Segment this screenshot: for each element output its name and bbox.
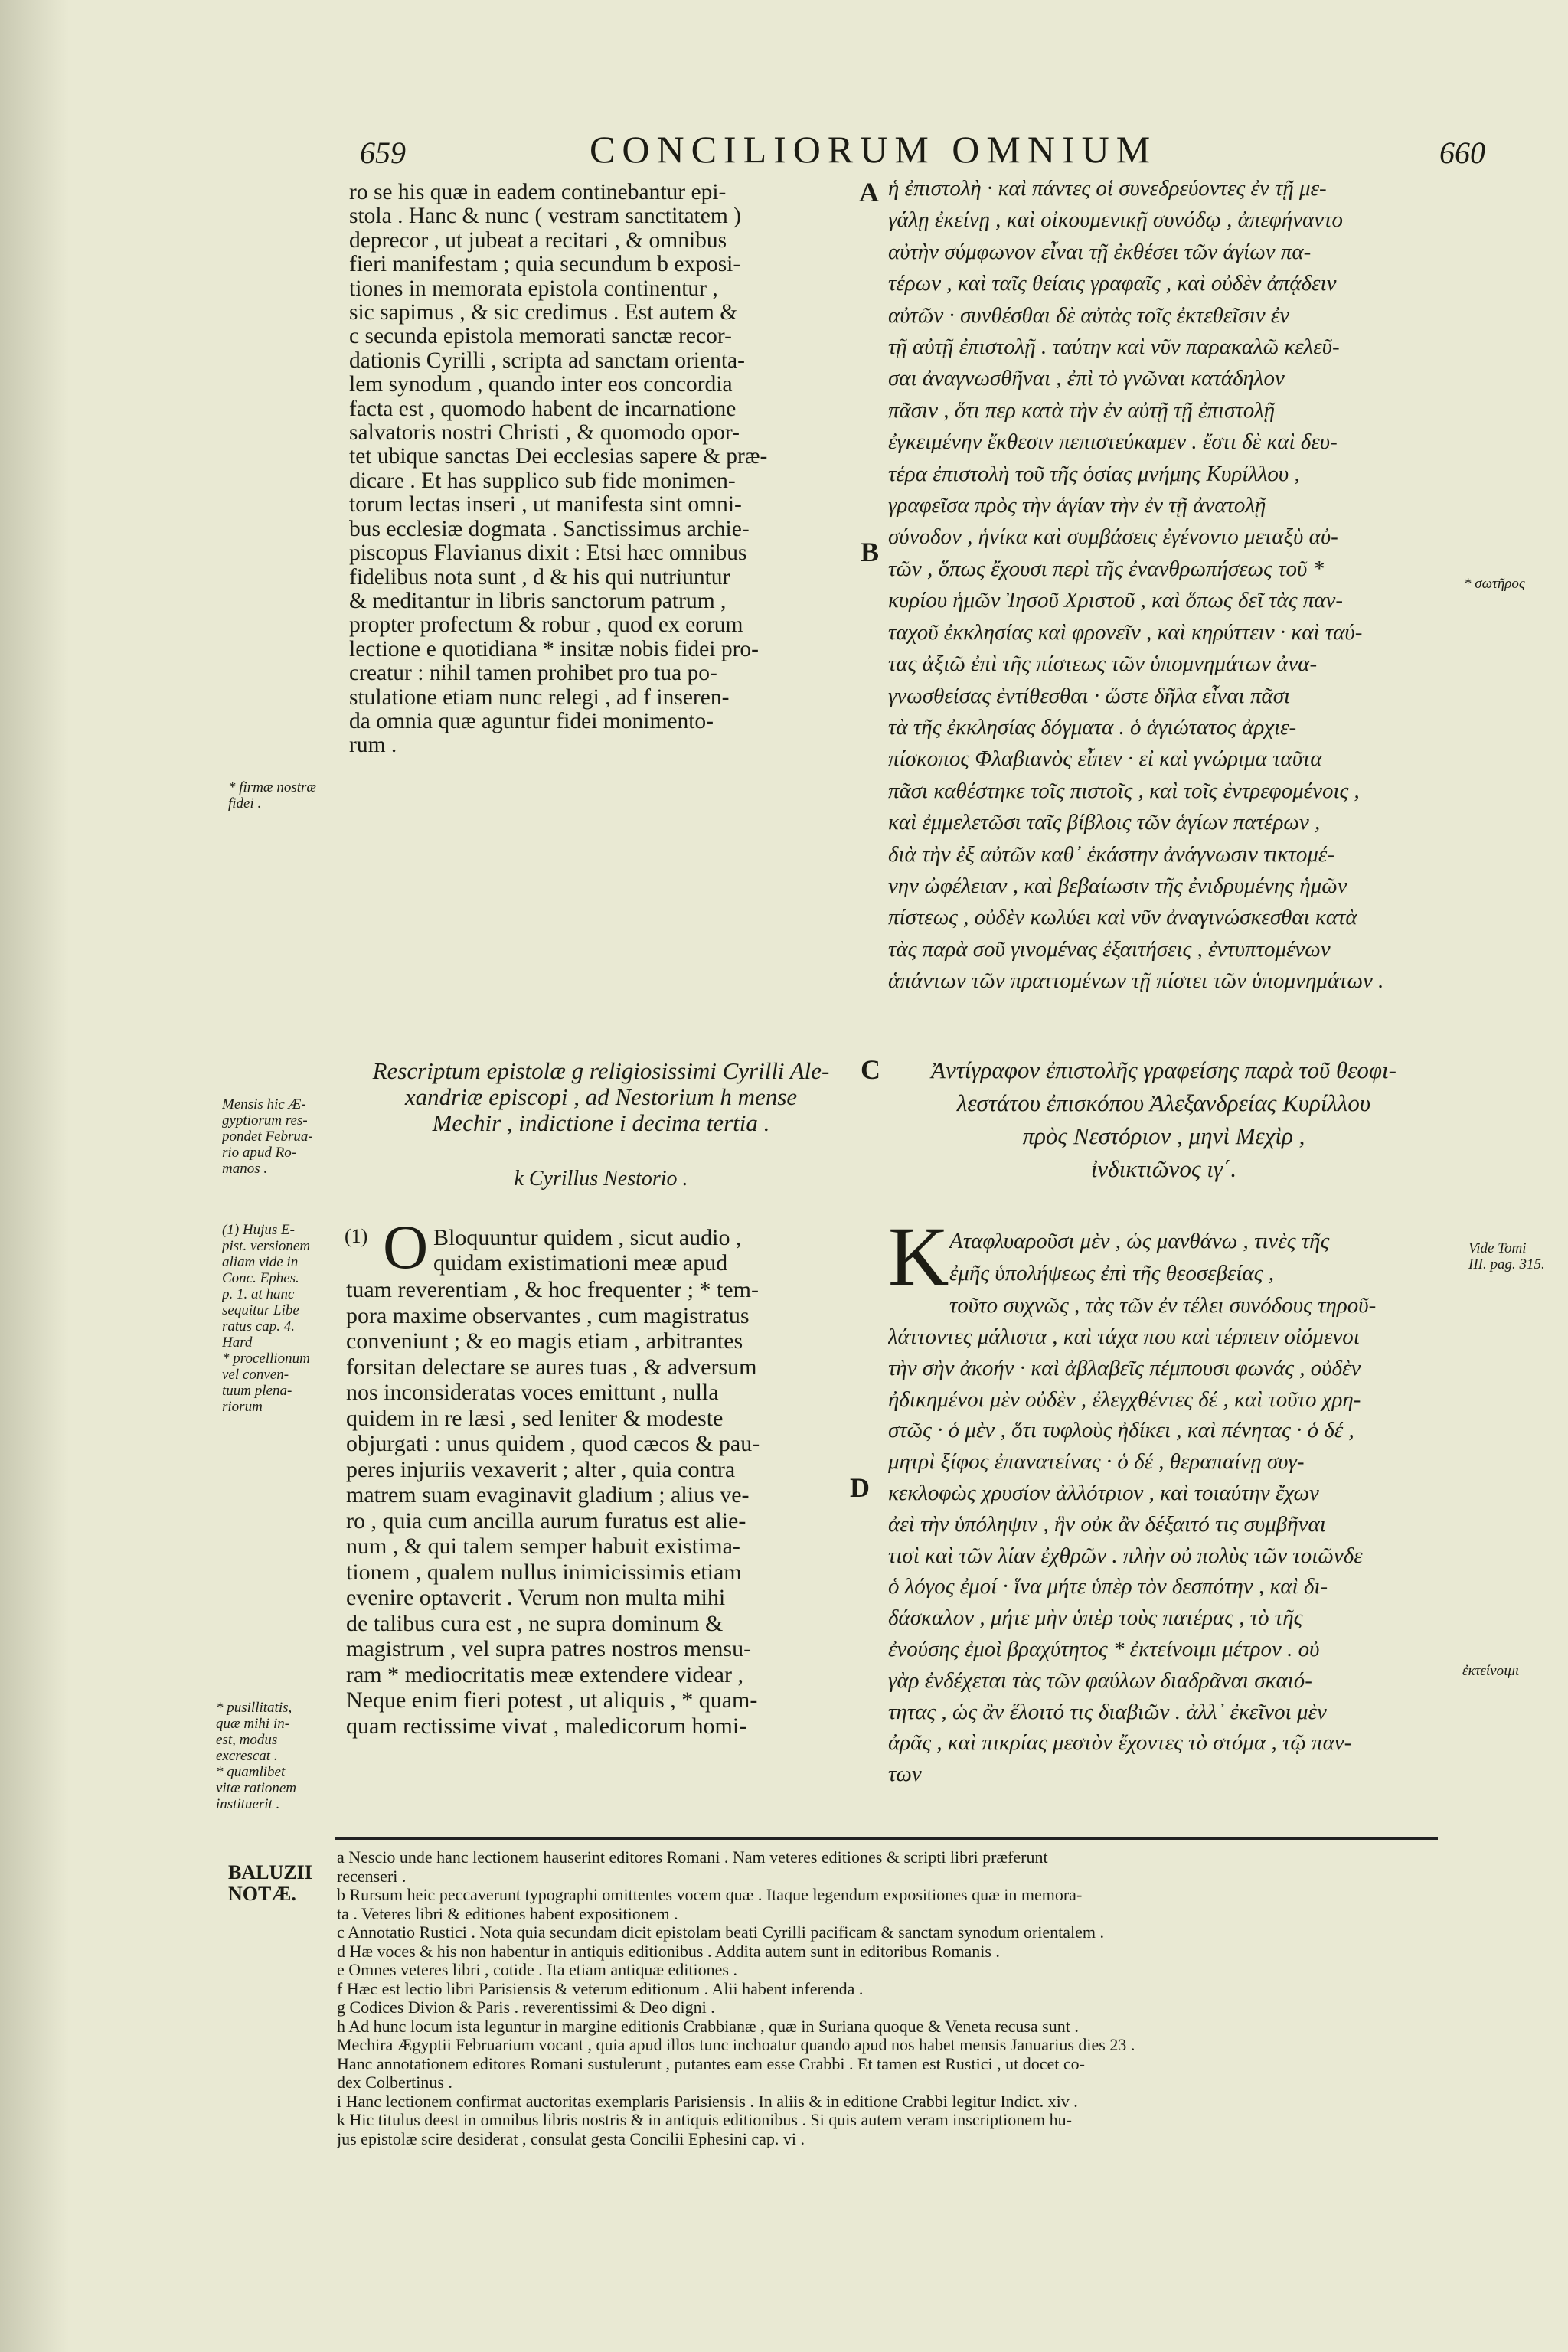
- greek-text-line: κυρίου ἡμῶν Ἰησοῦ Χριστοῦ , καὶ ὅπως δεῖ τὰς παν-: [888, 588, 1344, 613]
- latin-text-line: fieri manifestam ; quia secundum b exposi-: [349, 253, 741, 277]
- greek-text-line: γάλῃ ἐκείνῃ , καὶ οἰκουμενικῇ συνόδῳ , ἀπεφήναντο: [888, 207, 1344, 233]
- latin-text-line: lectione e quotidiana * insitæ nobis fidei pro-: [349, 637, 759, 662]
- margin-note-hujus: [222, 1222, 337, 1415]
- greek-text-line: τοῦτο συχνῶς , τὰς τῶν ἐν τέλει συνόδους τηροῦ-: [949, 1293, 1377, 1318]
- page-number-right: 660: [1439, 136, 1485, 170]
- latin-text-line: fidelibus nota sunt , d & his qui nutriuntur: [349, 565, 730, 590]
- note-line: h Ad hunc locum ista leguntur in margine editionis Crabbianæ , quæ in Suriana quoque & Veneta recusa sunt .: [337, 2017, 1079, 2036]
- latin-text-line: peres injuriis vexaverit ; alter , quia contra: [346, 1456, 736, 1482]
- margin-note-line: * procellionum: [222, 1351, 310, 1367]
- margin-note-line: est, modus: [216, 1732, 278, 1748]
- margin-note-mensis: [222, 1096, 337, 1177]
- latin-text-line: rum .: [349, 733, 397, 758]
- margin-note-firmae: [228, 779, 343, 812]
- latin-text-line: pora maxime observantes , cum magistratus: [346, 1302, 750, 1328]
- latin-column-lower: [346, 1277, 862, 1739]
- note-line: e Omnes veteres libri , cotide . Ita etiam antiquæ editiones .: [337, 1961, 737, 1979]
- margin-note-line: aliam vide in: [222, 1254, 299, 1270]
- latin-text-line: tionem , qualem nullus inimicissimis etiam: [346, 1559, 742, 1585]
- greek-text-line: ἡ ἐπιστολὴ · καὶ πάντες οἱ συνεδρεύοντες ἐν τῇ με-: [888, 176, 1327, 201]
- column-marker-b: B: [861, 537, 880, 567]
- note-line: b Rursum heic peccaverunt typographi omittentes vocem quæ . Itaque legendum expositiones quæ in memora-: [337, 1886, 1083, 1904]
- footnote-separator-rule: [335, 1838, 1438, 1840]
- note-line: f Hæc est lectio libri Parisiensis & veterum editionum . Alii habent inferenda .: [337, 1979, 864, 1998]
- latin-text-line: tet ubique sanctas Dei ecclesias sapere & præ-: [349, 445, 768, 469]
- greek-text-line: πίστεως , οὐδὲν κωλύει καὶ νῦν ἀναγινώσκεσθαι κατὰ: [888, 905, 1357, 930]
- latin-text-line: Bloquuntur quidem , sicut audio ,: [433, 1225, 742, 1250]
- greek-column-lower: [888, 1321, 1446, 1790]
- latin-text-line: ro , quia cum ancilla aurum furatus est alie-: [346, 1508, 746, 1534]
- latin-text-line: stulatione etiam nunc relegi , ad f inseren-: [349, 685, 730, 710]
- greek-text-line: σύνοδον , ἡνίκα καὶ συμβάσεις ἐγένοντο μεταξὺ αὐ-: [888, 524, 1338, 550]
- note-line: c Annotatio Rustici . Nota quia secundam dicit epistolam beati Cyrilli pacificam & sanctam synodum orientalem .: [337, 1923, 1104, 1942]
- greek-text-line: Αταφλυαροῦσι μὲν , ὡς μανθάνω , τινὲς τῆς: [949, 1229, 1330, 1253]
- greek-text-line: δάσκαλον , μήτε μὴν ὑπὲρ τοὺς πατέρας , τὸ τῆς: [888, 1606, 1303, 1631]
- margin-note-line: * firmæ nostræ: [228, 779, 317, 795]
- latin-text-line: dationis Cyrilli , scripta ad sanctam orienta-: [349, 348, 745, 373]
- heading-line: λεστάτου ἐπισκόπου Ἀλεξανδρείας Κυρίλλου: [956, 1089, 1371, 1116]
- greek-text-line: τὰ τῆς ἐκκλησίας δόγματα . ὁ ἁγιώτατος ἀρχιε-: [888, 714, 1297, 740]
- greek-text-line: αὐτῶν · συνθέσθαι δὲ αὐτὰς τοῖς ἐκτεθεῖσιν ἐν: [888, 302, 1290, 328]
- latin-text-line: stola . Hanc & nunc ( vestram sanctitatem ): [349, 204, 741, 229]
- greek-text-line: πᾶσι καθέστηκε τοῖς πιστοῖς , καὶ τοῖς ἐντρεφομένοις ,: [888, 778, 1360, 803]
- latin-text-line: ram * mediocritatis meæ extendere videar ,: [346, 1661, 743, 1687]
- margin-note-line: p. 1. at hanc: [222, 1286, 295, 1302]
- greek-text-line: γὰρ ἐνδέχεται τὰς τῶν φαύλων διαδρᾶναι σκαιό-: [888, 1668, 1312, 1693]
- note-line: a Nescio unde hanc lectionem hauserint editores Romani . Nam veteres editiones & scripti libri præferunt: [337, 1848, 1048, 1867]
- note-line: i Hanc lectionem confirmat auctoritas exemplaris Parisiensis . In aliis & in editione Crabbi legitur Indict. xiv .: [337, 2092, 1078, 2111]
- latin-text-line: propter profectum & robur , quod ex eorum: [349, 613, 743, 638]
- margin-note-line: ratus cap. 4.: [222, 1318, 295, 1334]
- translation-footnote-marker: (1): [345, 1225, 368, 1247]
- margin-note-line: manos .: [222, 1161, 268, 1177]
- margin-note-line: Vide Tomi: [1468, 1240, 1527, 1256]
- latin-column-lower-opening: [433, 1225, 862, 1276]
- latin-text-line: objurgati : unus quidem , quod cæcos & pau-: [346, 1431, 760, 1456]
- greek-epistle-heading: [880, 1054, 1447, 1185]
- greek-text-line: τέρα ἐπιστολὴ τοῦ τῆς ὁσίας μνήμης Κυρίλλου ,: [888, 461, 1300, 486]
- latin-text-line: conveniunt ; & eo magis etiam , arbitrantes: [346, 1328, 743, 1354]
- greek-text-line: ταχοῦ ἐκκλησίας καὶ φρονεῖν , καὶ κηρύττειν · καὶ ταύ-: [888, 619, 1363, 645]
- latin-text-line: num , & qui talem semper habuit existima-: [346, 1534, 740, 1559]
- greek-text-line: διὰ τὴν ἐξ αὐτῶν καθ᾽ ἑκάστην ἀνάγνωσιν τικτομέ-: [888, 841, 1335, 867]
- margin-note-line: sequitur Libe: [222, 1302, 299, 1318]
- page-gutter-shadow: [0, 0, 69, 2352]
- latin-text-line: ro se his quæ in eadem continebantur epi-: [349, 181, 727, 204]
- margin-note-line: excrescat .: [216, 1748, 278, 1764]
- greek-text-line: πίσκοπος Φλαβιανὸς εἶπεν · εἰ καὶ γνώριμα ταῦτα: [888, 746, 1322, 772]
- latin-text-line: salvatoris nostri Christi , & quomodo opor-: [349, 421, 740, 446]
- latin-epistle-heading: [337, 1058, 865, 1136]
- greek-text-line: τητας , ὡς ἂν ἕλοιτό τις διαβιῶν . ἀλλ᾽ ἐκεῖνοι μὲν: [888, 1699, 1327, 1724]
- latin-text-line: Neque enim fieri potest , ut aliquis , * quam-: [346, 1687, 758, 1713]
- running-title: CONCILIORUM OMNIUM: [590, 128, 1158, 171]
- margin-note-line: vitæ rationem: [216, 1780, 297, 1796]
- margin-note-pusillitatis: [216, 1700, 338, 1812]
- greek-text-line: νην ὠφέλειαν , καὶ βεβαίωσιν τῆς ἐνιδρυμένης ἡμῶν: [888, 873, 1348, 898]
- margin-note-line: Hard: [222, 1334, 253, 1351]
- greek-text-line: ἐνούσης ἐμοὶ βραχύτητος * ἐκτείνοιμι μέτρον . οὐ: [888, 1636, 1320, 1661]
- latin-text-line: quidam existimationi meæ apud: [433, 1250, 728, 1276]
- margin-note-line: quæ mihi in-: [216, 1716, 290, 1732]
- latin-text-line: de talibus cura est , ne supra dominum &: [346, 1610, 724, 1636]
- margin-note-line: * quamlibet: [216, 1764, 286, 1780]
- latin-column-upper: [349, 181, 861, 758]
- latin-text-line: quam rectissime vivat , maledicorum homi-: [346, 1713, 747, 1739]
- margin-note-line: riorum: [222, 1399, 263, 1415]
- margin-note-line: fidei .: [228, 795, 262, 812]
- margin-note-line: pist. versionem: [222, 1238, 311, 1254]
- note-line: Mechira Ægyptii Februarium vocant , quia apud illos tunc inchoatur quando apud nos habet mensis Januarius dies 23 .: [337, 2036, 1135, 2054]
- latin-text-line: dicare . Et has supplico sub fide monimen-: [349, 469, 736, 493]
- note-line: d Hæ voces & his non habentur in antiquis editionibus . Addita autem sunt in editoribus Romanis .: [337, 1942, 1000, 1961]
- baluzii-notes: [337, 1848, 1447, 2148]
- latin-text-line: magistrum , vel supra patres nostros mensu-: [346, 1636, 752, 1661]
- margin-note-line: rio apud Ro-: [222, 1145, 297, 1161]
- margin-note-line: Conc. Ephes.: [222, 1270, 299, 1286]
- greek-text-line: γνωσθείσας ἐντίθεσθαι · ὥστε δῆλα εἶναι πᾶσι: [888, 683, 1291, 708]
- margin-note-line: (1) Hujus E-: [222, 1222, 295, 1238]
- greek-text-line: τέρων , καὶ ταῖς θείαις γραφαῖς , καὶ οὐδὲν ἀπᾴδειν: [888, 271, 1337, 296]
- latin-text-line: deprecor , ut jubeat a recitari , & omnibus: [349, 228, 727, 253]
- latin-text-line: bus ecclesiæ dogmata . Sanctissimus archie-: [349, 517, 750, 541]
- greek-text-line: αὐτὴν σύμφωνον εἶναι τῇ ἐκθέσει τῶν ἁγίων πα-: [888, 239, 1312, 264]
- greek-text-line: τῶν , ὅπως ἔχουσι περὶ τῆς ἐνανθρωπήσεως τοῦ *: [888, 556, 1325, 581]
- latin-text-line: evenire optaverit . Verum non multa mihi: [346, 1585, 726, 1610]
- latin-salutation: k Cyrillus Nestorio .: [514, 1167, 688, 1191]
- heading-line: Ἀντίγραφον ἐπιστολῆς γραφείσης παρὰ τοῦ θεοφι-: [931, 1057, 1396, 1083]
- notes-label-line: BALUZII: [228, 1861, 312, 1883]
- column-marker-d: D: [850, 1472, 870, 1503]
- greek-text-line: ἠδικημένοι μὲν οὐδὲν , ἐλεγχθέντες δέ , καὶ τοῦτο χρη-: [888, 1387, 1361, 1412]
- latin-text-line: da omnia quæ aguntur fidei monimento-: [349, 709, 714, 733]
- greek-column-lower-opening: [949, 1225, 1447, 1321]
- margin-note-ekteinoimi: ἐκτείνοιμι: [1462, 1663, 1520, 1679]
- margin-note-soteros: * σωτῆρος: [1464, 576, 1525, 592]
- greek-text-line: στῶς · ὁ μὲν , ὅτι τυφλοὺς ἠδίκει , καὶ πένητας · ὁ δέ ,: [888, 1418, 1354, 1443]
- greek-text-line: τὴν σὴν ἀκοήν · καὶ ἀβλαβεῖς πέμπουσι φωνάς , οὐδὲν: [888, 1355, 1361, 1380]
- margin-note-line: * pusillitatis,: [216, 1700, 292, 1716]
- greek-text-line: ἐμῆς ὑπολήψεως ἐπὶ τῆς θεοσεβείας ,: [949, 1261, 1274, 1285]
- page-header: [0, 121, 1568, 175]
- greek-text-line: σαι ἀναγνωσθῆναι , ἐπὶ τὸ γνῶναι κατάδηλον: [888, 366, 1285, 391]
- latin-text-line: lem synodum , quando inter eos concordia: [349, 373, 733, 397]
- greek-drop-cap: K: [888, 1210, 949, 1303]
- note-line: recenseri .: [337, 1867, 407, 1886]
- margin-note-line: Mensis hic Æ-: [222, 1096, 306, 1112]
- latin-text-line: sic sapimus , & sic credimus . Est autem &: [349, 301, 738, 325]
- note-line: Hanc annotationem editores Romani sustulerunt , putantes eam esse Crabbi . Et tamen est Rustici , ut docet co-: [337, 2054, 1085, 2073]
- margin-note-line: instituerit .: [216, 1796, 280, 1812]
- margin-note-vide-tomi: [1468, 1240, 1560, 1272]
- notes-label-line: NOTÆ.: [228, 1883, 296, 1905]
- page-number-left: 659: [360, 136, 406, 170]
- margin-note-line: gyptiorum res-: [222, 1112, 308, 1129]
- greek-text-line: τισὶ καὶ τῶν λίαν ἐχθρῶν . πλὴν οὐ πολὺς τῶν τοιῶνδε: [888, 1543, 1363, 1568]
- margin-note-line: pondet Februa-: [222, 1129, 313, 1145]
- greek-text-line: τὰς παρὰ σοῦ γινομένας ἐξαιτήσεις , ἐντυπτομένων: [888, 936, 1331, 962]
- latin-text-line: matrem suam evaginavit gladium ; alius ve-: [346, 1482, 750, 1508]
- greek-text-line: ὁ λόγος ἐμοί · ἵνα μήτε ὑπὲρ τὸν δεσπότην , καὶ δι-: [888, 1574, 1328, 1599]
- latin-text-line: creatur : nihil tamen prohibet pro tua po-: [349, 662, 717, 686]
- greek-text-line: τας ἀξιῶ ἐπὶ τῆς πίστεως τῶν ὑπομνημάτων ἀνα-: [888, 652, 1318, 677]
- margin-note-line: tuum plena-: [222, 1383, 292, 1399]
- heading-line: Rescriptum epistolæ g religiosissimi Cyrilli Ale-: [372, 1058, 830, 1084]
- greek-text-line: των: [888, 1762, 922, 1787]
- margin-note-line: III. pag. 315.: [1468, 1256, 1545, 1272]
- note-line: k Hic titulus deest in omnibus libris nostris & in antiquis editionibus . Si quis autem veram inscriptionem hu-: [337, 2111, 1072, 2129]
- latin-text-line: nos inconsideratas voces emittunt , nulla: [346, 1380, 719, 1405]
- greek-text-line: ἐγκειμένην ἔκθεσιν πεπιστεύκαμεν . ἔστι δὲ καὶ δευ-: [888, 430, 1338, 455]
- greek-text-line: λάττοντες μάλιστα , καὶ τάχα που καὶ τέρπειν οἰόμενοι: [888, 1325, 1360, 1349]
- greek-column-upper: [888, 173, 1443, 998]
- latin-drop-cap: O: [383, 1212, 429, 1282]
- greek-text-line: ἀρᾶς , καὶ πικρίας μεστὸν ἔχοντες τὸ στόμα , τῷ παν-: [888, 1730, 1352, 1756]
- latin-text-line: forsitan delectare se aures tuas , & adversum: [346, 1354, 757, 1380]
- note-line: dex Colbertinus .: [337, 2073, 452, 2092]
- column-marker-a: A: [859, 177, 879, 207]
- greek-text-line: καὶ ἐμμελετῶσι ταῖς βίβλοις τῶν ἁγίων πατέρων ,: [888, 810, 1321, 835]
- greek-text-line: ἀεὶ τὴν ὑπόληψιν , ἣν οὐκ ἂν δέξαιτό τις συμβῆναι: [888, 1511, 1326, 1537]
- latin-text-line: piscopus Flavianus dixit : Etsi hæc omnibus: [349, 541, 747, 566]
- greek-text-line: πᾶσιν , ὅτι περ κατὰ τὴν ἐν αὐτῇ τῇ ἐπιστολῇ: [888, 397, 1276, 423]
- note-line: jus epistolæ scire desiderat , consulat gesta Concilii Ephesini cap. vi .: [337, 2129, 805, 2148]
- margin-note-line: vel conven-: [222, 1367, 289, 1383]
- notes-label: [228, 1862, 343, 1905]
- greek-text-line: κεκλοφὼς χρυσίον ἀλλότριον , καὶ τοιαύτην ἔχων: [888, 1480, 1319, 1505]
- heading-line: Mechir , indictione i decima tertia .: [432, 1110, 770, 1136]
- heading-line: ἰνδικτιῶνος ιγ΄.: [1090, 1155, 1237, 1182]
- note-line: g Codices Divion & Paris . reverentissimi & Deo digni .: [337, 1998, 715, 2017]
- note-line: ta . Veteres libri & editiones habent expositionem .: [337, 1904, 678, 1923]
- greek-text-line: τῇ αὐτῇ ἐπιστολῇ . ταύτην καὶ νῦν παρακαλῶ κελεῦ-: [888, 335, 1340, 360]
- latin-text-line: & meditantur in libris sanctorum patrum ,: [349, 589, 727, 613]
- latin-text-line: tuam reverentiam , & hoc frequenter ; * tem-: [346, 1277, 759, 1302]
- latin-text-line: facta est , quomodo habent de incarnatione: [349, 397, 737, 421]
- latin-text-line: c secunda epistola memorati sanctæ recor-: [349, 325, 732, 349]
- heading-line: πρὸς Νεστόριον , μηνὶ Μεχὶρ ,: [1022, 1122, 1305, 1149]
- column-marker-c: C: [861, 1054, 880, 1085]
- greek-text-line: γραφεῖσα πρὸς τὴν ἁγίαν τὴν ἐν τῇ ἀνατολῇ: [888, 493, 1266, 518]
- latin-text-line: torum lectas inseri , ut manifesta sint omni-: [349, 493, 742, 518]
- heading-line: xandriæ episcopi , ad Nestorium h mense: [404, 1084, 798, 1110]
- latin-text-line: tiones in memorata epistola continentur ,: [349, 276, 718, 301]
- greek-text-line: μητρὶ ξίφος ἐπανατείνας · ὁ δέ , θεραπαίνῃ συγ-: [888, 1449, 1305, 1475]
- greek-text-line: ἁπάντων τῶν πραττομένων τῇ πίστει τῶν ὑπομνημάτων .: [888, 969, 1384, 994]
- latin-text-line: quidem in re læsi , sed leniter & modeste: [346, 1405, 724, 1431]
